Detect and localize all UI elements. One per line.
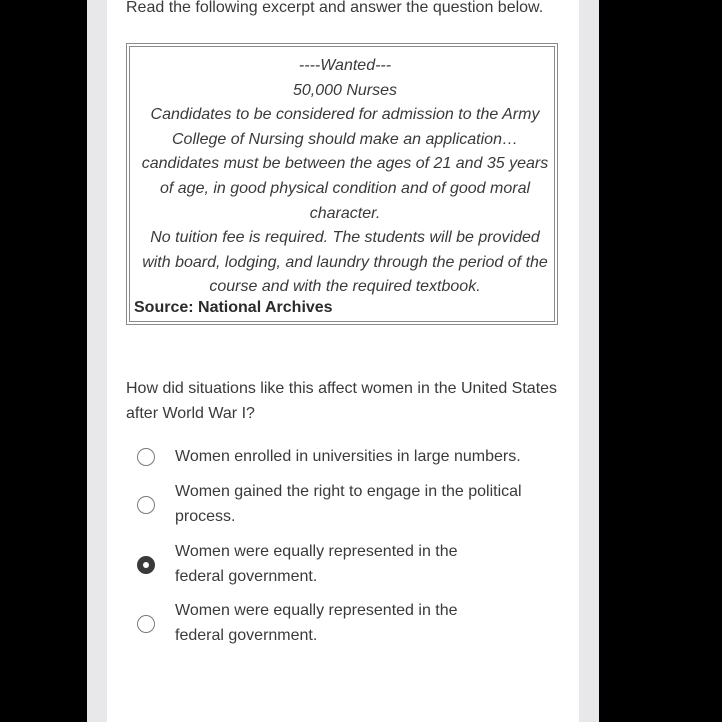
excerpt-line: Candidates to be considered for admission to the Army (150, 106, 540, 124)
excerpt-line: course and with the required textbook. (209, 278, 481, 296)
excerpt-line: College of Nursing should make an application… (172, 130, 518, 148)
excerpt-line: 50,000 Nurses (292, 81, 398, 99)
answer-option-4[interactable] (137, 599, 537, 648)
instructions-text: Read the following excerpt and answer the question below. (126, 0, 544, 16)
answer-option-3[interactable] (137, 540, 537, 589)
question-line: after World War I? (126, 404, 255, 422)
excerpt-line: of age, in good physical condition and of good moral (159, 179, 531, 197)
option-label (175, 445, 521, 470)
answer-option-2[interactable] (137, 480, 537, 529)
radio-dot-icon (143, 562, 149, 568)
option-label-line: process. (175, 507, 236, 525)
radio-button-unchecked[interactable] (137, 615, 155, 633)
excerpt-line: No tuition fee is required. The students will be provided (150, 229, 540, 247)
option-label (175, 599, 458, 648)
option-label-line: federal government. (175, 626, 318, 644)
excerpt-source: Source: National Archives (134, 299, 333, 316)
option-label-line: Women were equally represented in the (175, 543, 458, 560)
excerpt-inner-border (129, 46, 555, 322)
question-line: How did situations like this affect women in the United States (126, 380, 558, 397)
radio-button-unchecked[interactable] (137, 448, 155, 466)
option-label-line: Women enrolled in universities in large numbers. (175, 448, 521, 465)
option-label-line: Women gained the right to engage in the political (175, 483, 522, 500)
excerpt-line: with board, lodging, and laundry through the period of the (142, 253, 548, 271)
option-label (175, 480, 522, 529)
option-label (175, 540, 458, 589)
excerpt-box (126, 43, 558, 325)
answer-option-1[interactable] (137, 445, 537, 470)
option-label-line: federal government. (175, 567, 318, 585)
option-label-line: Women were equally represented in the (175, 602, 458, 619)
question-text (126, 377, 566, 426)
excerpt-text (138, 54, 552, 300)
excerpt-line: candidates must be between the ages of 21 and 35 years (141, 155, 549, 173)
radio-button-unchecked[interactable] (137, 496, 155, 514)
radio-button-checked[interactable] (137, 556, 155, 574)
excerpt-line: character. (309, 204, 381, 222)
excerpt-line: ----Wanted--- (298, 57, 392, 74)
